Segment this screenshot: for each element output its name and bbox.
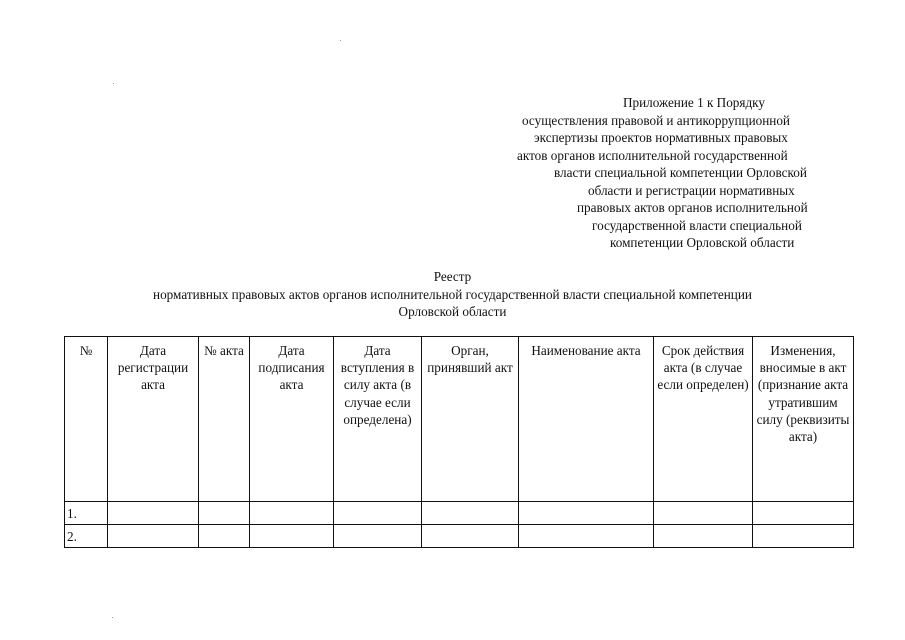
table-cell [199, 502, 250, 525]
appendix-line: государственной власти специальной [592, 217, 802, 233]
appendix-line: экспертизы проектов нормативных правовых [534, 130, 788, 145]
scan-speck [112, 617, 113, 618]
table-cell [334, 502, 422, 525]
appendix-line: актов органов исполнительной государственной [517, 147, 788, 163]
scan-speck [340, 40, 341, 41]
column-header-signing-date: Дата подписания акта [250, 337, 334, 502]
registry-subtitle-region: Орловской области [398, 304, 507, 319]
appendix-line: осуществления правовой и антикоррупционной [522, 112, 790, 128]
table-cell: 1. [65, 502, 108, 525]
registry-table [64, 336, 854, 548]
table-cell [250, 525, 334, 548]
column-header-amendments: Изменения, вносимые в акт (признание акта утратившим силу (реквизиты акта) [753, 337, 854, 502]
column-header-act-name: Наименование акта [519, 337, 654, 502]
appendix-line: компетенции Орловской области [610, 235, 795, 250]
column-header-act-number: № акта [199, 337, 250, 502]
table-cell [654, 502, 753, 525]
table-cell [422, 525, 519, 548]
table-cell [108, 525, 199, 548]
table-cell [753, 502, 854, 525]
column-header-number: № [65, 337, 108, 502]
appendix-line: власти специальной компетенции Орловской [554, 165, 807, 180]
appendix-line: области и регистрации нормативных [588, 182, 795, 198]
appendix-note [505, 94, 855, 252]
table-row [65, 525, 854, 548]
column-header-registration-date: Дата регистрации акта [108, 337, 199, 502]
table-cell [334, 525, 422, 548]
table-cell [250, 502, 334, 525]
column-header-issuing-body: Орган, принявший акт [422, 337, 519, 502]
table-cell: 2. [65, 525, 108, 548]
column-header-validity-period: Срок действия акта (в случае если определен) [654, 337, 753, 502]
table-cell [108, 502, 199, 525]
registry-subtitle: нормативных правовых актов органов исполнительной государственной власти специальной компетенции [153, 286, 752, 302]
table-row [65, 502, 854, 525]
table-cell [519, 525, 654, 548]
table-cell [654, 525, 753, 548]
table-cell [753, 525, 854, 548]
registry-title [0, 268, 905, 321]
column-header-effective-date: Дата вступления в силу акта (в случае если определена) [334, 337, 422, 502]
appendix-line: правовых актов органов исполнительной [577, 200, 808, 215]
table-cell [199, 525, 250, 548]
registry-heading: Реестр [433, 269, 472, 284]
appendix-line: Приложение 1 к Порядку [623, 95, 765, 110]
scan-speck [113, 83, 114, 84]
table-cell [519, 502, 654, 525]
table-cell [422, 502, 519, 525]
table-header-row [65, 337, 854, 502]
